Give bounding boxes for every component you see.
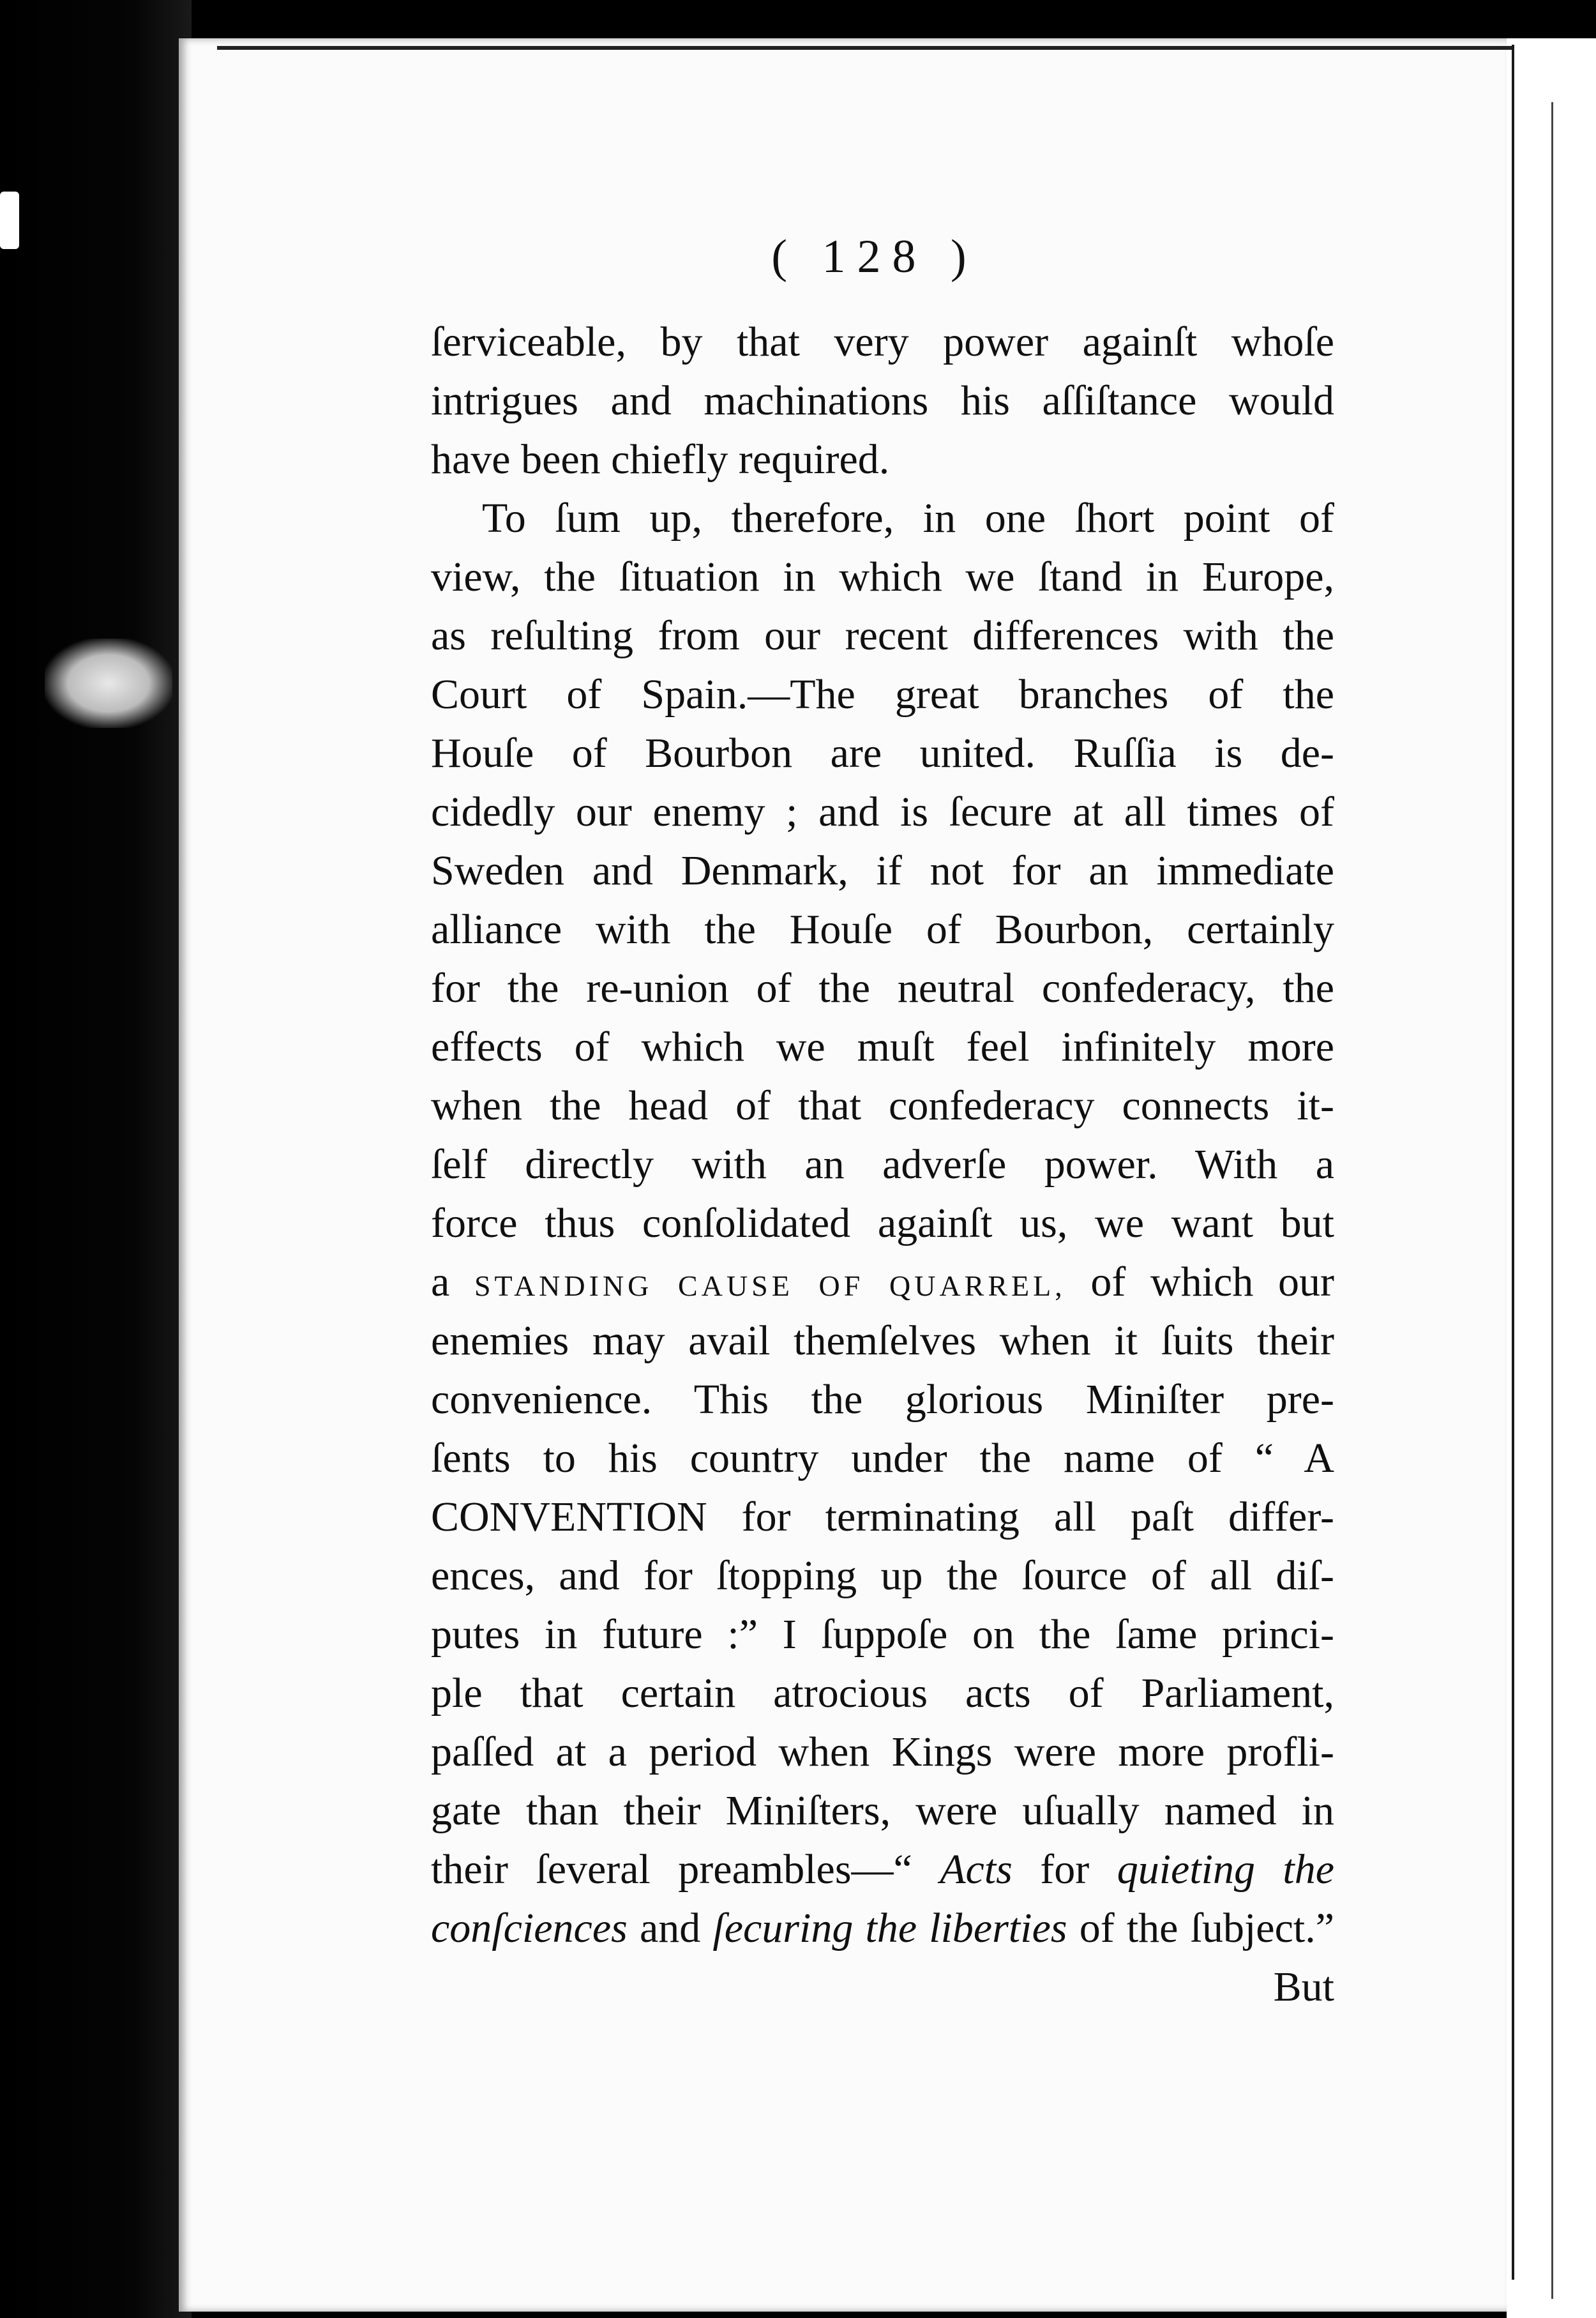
text-line: Houſe of Bourbon are united. Ruſſia is de-: [431, 730, 1334, 776]
text-line: ple that certain atrocious acts of Parliament,: [431, 1670, 1334, 1716]
text-line: putes in future :” I ſuppoſe on the ſame princi-: [431, 1611, 1334, 1658]
page-right-edge: [1512, 45, 1514, 2280]
text-line: intrigues and machinations his aſſiſtance would: [431, 377, 1334, 424]
italic-phrase: quieting the: [1117, 1846, 1335, 1893]
text-line: force thus conſolidated againſt us, we want but: [431, 1200, 1334, 1246]
page-top-edge: [217, 46, 1513, 50]
smallcaps-phrase: STANDING CAUSE OF QUARREL,: [474, 1269, 1066, 1302]
italic-phrase: Acts: [940, 1846, 1013, 1893]
text-line: when the head of that confederacy connects it-: [431, 1082, 1334, 1129]
text-line-italic: [431, 1899, 1334, 1958]
text-line: effects of which we muſt feel infinitely more: [431, 1024, 1334, 1070]
text-line: enemies may avail themſelves when it ſuits their: [431, 1317, 1334, 1364]
text-line: for the re-union of the neutral confederacy, the: [431, 965, 1334, 1011]
text-line: Sweden and Denmark, if not for an immediate: [431, 847, 1334, 894]
text-line: gate than their Miniſters, were uſually named in: [431, 1787, 1334, 1834]
line-mid: for: [1040, 1846, 1090, 1893]
text-line: alliance with the Houſe of Bourbon, certainly: [431, 906, 1334, 953]
next-page-edge: [1551, 102, 1553, 2299]
text-line: ſents to his country under the name of “ A: [431, 1435, 1334, 1481]
text-line: ſerviceable, by that very power againſt whoſe: [431, 319, 1334, 365]
text-line: To ſum up, therefore, in one ſhort point of: [482, 495, 1334, 542]
text-line: Court of Spain.—The great branches of the: [431, 671, 1334, 718]
italic-phrase: conſciences: [431, 1905, 628, 1951]
text-line: convenience. This the glorious Miniſter pre-: [431, 1376, 1334, 1423]
line-mid: and: [639, 1905, 701, 1951]
italic-phrase: ſecuring the liberties: [712, 1905, 1067, 1951]
text-line: ences, and for ſtopping up the ſource of all diſ-: [431, 1552, 1334, 1599]
text-line-italic: [431, 1840, 1334, 1899]
text-line: view, the ſituation in which we ſtand in Europe,: [431, 554, 1334, 600]
line-tail: of the ſubject.”: [1079, 1905, 1334, 1951]
scan-artifact-notch: [45, 639, 172, 728]
line-lead: their ſeveral preambles—“: [431, 1846, 912, 1893]
text-line: as reſulting from our recent differences with the: [431, 612, 1334, 659]
scan-artifact-mark: [0, 192, 19, 249]
catchword: But: [1273, 1964, 1334, 2010]
page-number: ( 128 ): [771, 231, 978, 283]
line-lead: a: [431, 1259, 450, 1305]
text-line: CONVENTION for terminating all paſt differ-: [431, 1494, 1334, 1540]
text-line: paſſed at a period when Kings were more profli-: [431, 1729, 1334, 1775]
line-tail: of which our: [1090, 1259, 1334, 1305]
text-line-smallcaps: [431, 1253, 1334, 1312]
body-text: [431, 313, 1334, 2017]
scan-border-left: [0, 0, 192, 2318]
text-line: have been chiefly required.: [431, 436, 890, 483]
text-line: cidedly our enemy ; and is ſecure at all times of: [431, 789, 1334, 835]
text-line: ſelf directly with an adverſe power. With a: [431, 1141, 1334, 1188]
